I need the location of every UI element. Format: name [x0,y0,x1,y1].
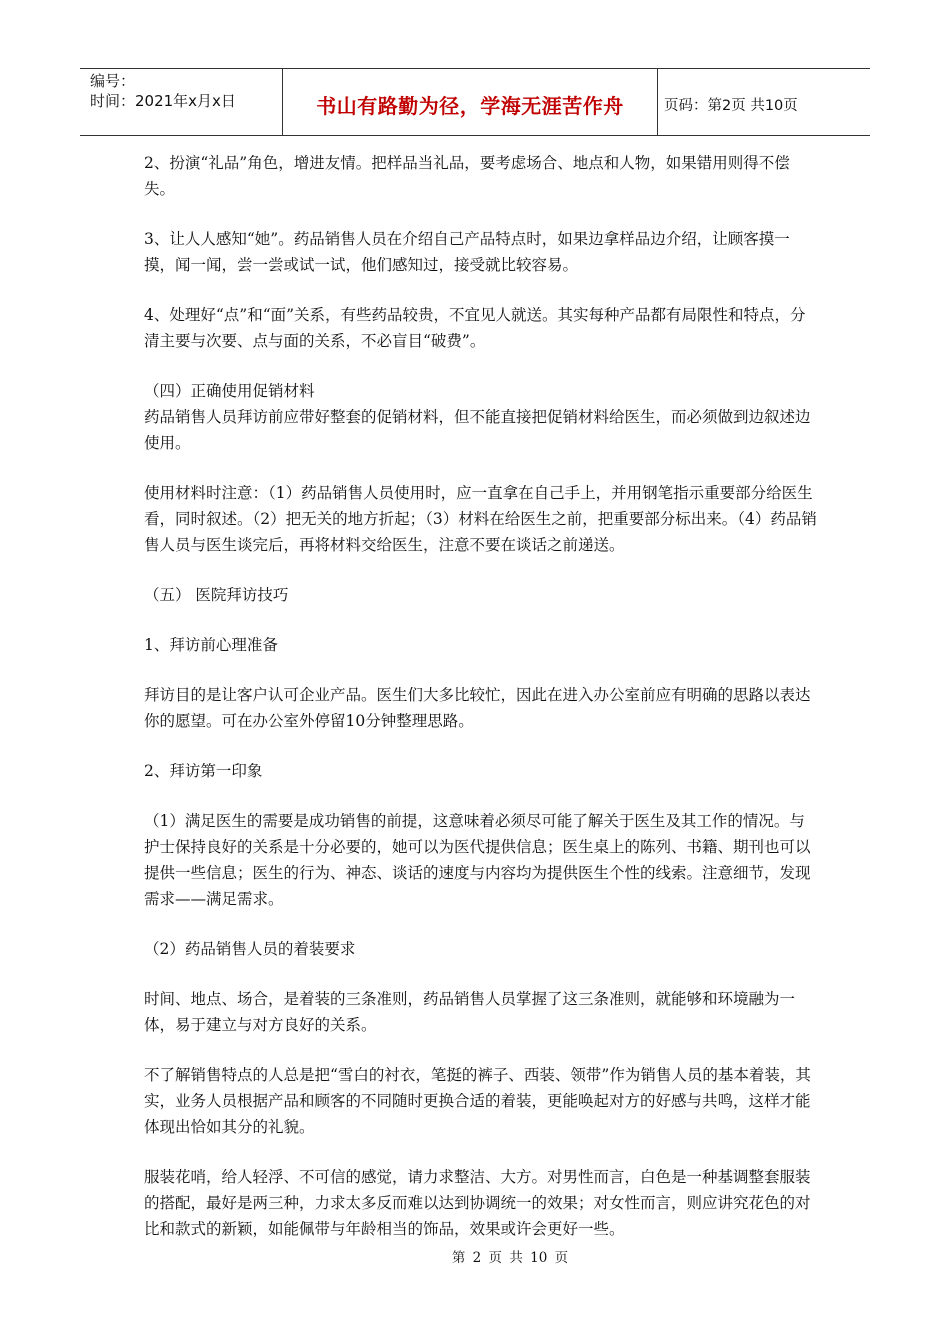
header-motto: 书山有路勤为径，学海无涯苦作舟 [316,93,624,118]
header-page-info: 页码：第2页 共10页 [664,97,798,114]
serial-label: 编号： [90,72,136,90]
section-heading: （五） 医院拜访技巧 [144,586,289,604]
time-label: 时间：2021年x月x日 [90,92,236,110]
page-header [80,68,870,136]
paragraph: 药品销售人员拜访前应带好整套的促销材料，但不能直接把促销材料给医生，而必须做到边叙述边使用。 [144,408,811,452]
header-meta-cell [80,69,283,135]
paragraph: 3、让人人感知“她”。药品销售人员在介绍自己产品特点时，如果边拿样品边介绍，让顾客摸一摸，闻一闻，尝一尝或试一试，他们感知过，接受就比较容易。 [144,230,790,274]
subsection-heading: 2、拜访第一印象 [144,762,263,780]
footer-page-number: 第 2 页 共 10 页 [451,1250,569,1266]
paragraph: 4、处理好“点”和“面”关系，有些药品较贵，不宜见人就送。其实每种产品都有局限性和特点，分清主要与次要、点与面的关系，不必盲目“破费”。 [144,306,806,350]
subsection-heading: （2）药品销售人员的着装要求 [144,940,356,958]
paragraph: 拜访目的是让客户认可企业产品。医生们大多比较忙，因此在进入办公室前应有明确的思路以表达你的愿望。可在办公室外停留10分钟整理思路。 [144,686,811,730]
paragraph: （1）满足医生的需要是成功销售的前提，这意味着必须尽可能了解关于医生及其工作的情况。与护士保持良好的关系是十分必要的，她可以为医代提供信息；医生桌上的陈列、书籍、期刊也可以提供一些信息；医生的行为、神态、谈话的速度与内容均为提供医生个性的线索。注意细节，发现需求——满足需求。 [144,812,811,908]
paragraph: 时间、地点、场合，是着装的三条准则，药品销售人员掌握了这三条准则，就能够和环境融为一体，易于建立与对方良好的关系。 [144,990,796,1034]
subsection-heading: 1、拜访前心理准备 [144,636,278,654]
header-page-cell [658,69,870,135]
document-body [144,150,820,1242]
paragraph: 不了解销售特点的人总是把“雪白的衬衣，笔挺的裤子、西装、领带”作为销售人员的基本着装，其实，业务人员根据产品和顾客的不同随时更换合适的着装，更能唤起对方的好感与共鸣，这样才能体现出恰如其分的礼貌。 [144,1066,811,1136]
paragraph: 使用材料时注意：（1）药品销售人员使用时，应一直拿在自己手上，并用钢笔指示重要部分给医生看，同时叙述。（2）把无关的地方折起；（3）材料在给医生之前，把重要部分标出来。（4）药品销售人员与医生谈完后，再将材料交给医生，注意不要在谈话之前递送。 [144,484,817,554]
page-footer [0,1246,950,1266]
section-heading: （四）正确使用促销材料 [144,382,315,400]
paragraph: 服装花哨，给人轻浮、不可信的感觉，请力求整洁、大方。对男性而言，白色是一种基调整套服装的搭配，最好是两三种，力求太多反而难以达到协调统一的效果；对女性而言，则应讲究花色的对比和款式的新颖，如能佩带与年龄相当的饰品，效果或许会更好一些。 [144,1168,811,1238]
header-motto-cell [283,69,658,135]
paragraph: 2、扮演“礼品”角色，增进友情。把样品当礼品，要考虑场合、地点和人物，如果错用则得不偿失。 [144,154,790,198]
